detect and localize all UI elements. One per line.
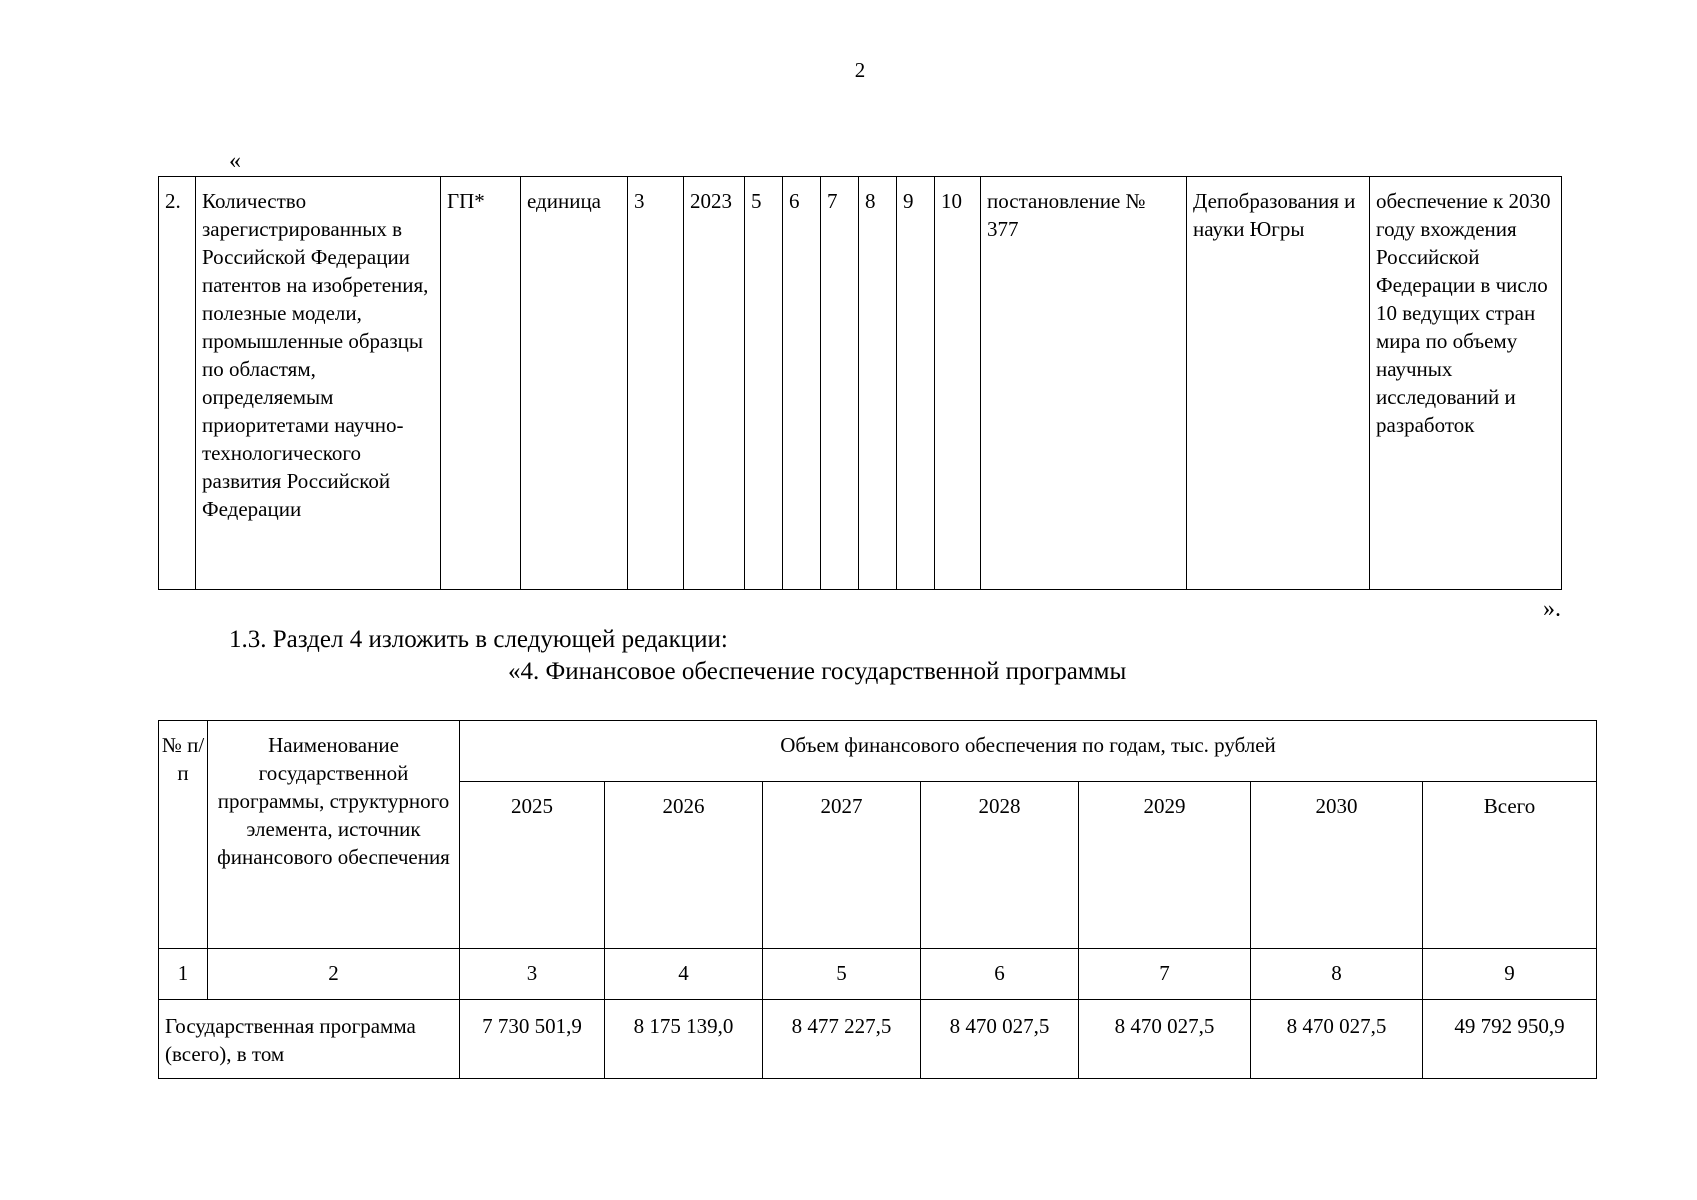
cell-num: 2. [159,177,196,590]
total-value: 8 477 227,5 [763,1000,921,1079]
cell-indicator-name: Количество зарегистрированных в Российской Федерации патентов на изобретения, полезные модели, промышленные образцы по областям, определяемым приоритетами научно-технологического развития Российской Федерации [196,177,441,590]
total-value: 8 470 027,5 [1251,1000,1423,1079]
header-year: 2029 [1079,782,1251,949]
header-year: 2027 [763,782,921,949]
indicator-table [158,176,1562,590]
cell-level: ГП* [441,177,521,590]
cell-responsible: Депобразования и науки Югры [1187,177,1370,590]
header-year: 2030 [1251,782,1423,949]
header-year: 2026 [605,782,763,949]
header-total: Всего [1423,782,1597,949]
table-row [159,177,1562,590]
column-number: 5 [763,949,921,1000]
paragraph-1-3: 1.3. Раздел 4 изложить в следующей редакции: [229,626,728,653]
total-value: 8 470 027,5 [1079,1000,1251,1079]
column-number: 2 [208,949,460,1000]
cell-value: 6 [783,177,821,590]
cell-value: 8 [859,177,897,590]
column-numbers-row [159,949,1597,1000]
total-value: 49 792 950,9 [1423,1000,1597,1079]
column-number: 7 [1079,949,1251,1000]
total-value: 8 175 139,0 [605,1000,763,1079]
column-number: 9 [1423,949,1597,1000]
cell-base-value: 3 [628,177,684,590]
open-quote: « [229,148,241,174]
column-number: 4 [605,949,763,1000]
cell-goal: обеспечение к 2030 году вхождения Российской Федерации в число 10 ведущих стран мира по объему научных исследований и разработок [1370,177,1562,590]
cell-value: 9 [897,177,935,590]
column-number: 3 [460,949,605,1000]
section-title: «4. Финансовое обеспечение государственной программы [508,658,1127,685]
total-row [159,1000,1597,1079]
close-quote: ». [1543,596,1561,622]
header-name: Наименование государственной программы, структурного элемента, источник финансового обеспечения [208,721,460,949]
header-year: 2025 [460,782,605,949]
column-number: 6 [921,949,1079,1000]
column-number: 1 [159,949,208,1000]
page-number: 2 [854,58,866,82]
cell-value: 10 [935,177,981,590]
header-num: № п/п [159,721,208,949]
total-value: 8 470 027,5 [921,1000,1079,1079]
cell-value: 7 [821,177,859,590]
column-number: 8 [1251,949,1423,1000]
cell-document: постановление № 377 [981,177,1187,590]
total-value: 7 730 501,9 [460,1000,605,1079]
cell-value: 5 [745,177,783,590]
cell-base-year: 2023 [684,177,745,590]
header-row [159,721,1597,782]
header-group: Объем финансового обеспечения по годам, тыс. рублей [460,721,1597,782]
total-label: Государственная программа (всего), в том [159,1000,460,1079]
finance-table [158,720,1597,1079]
header-year: 2028 [921,782,1079,949]
cell-unit: единица [521,177,628,590]
